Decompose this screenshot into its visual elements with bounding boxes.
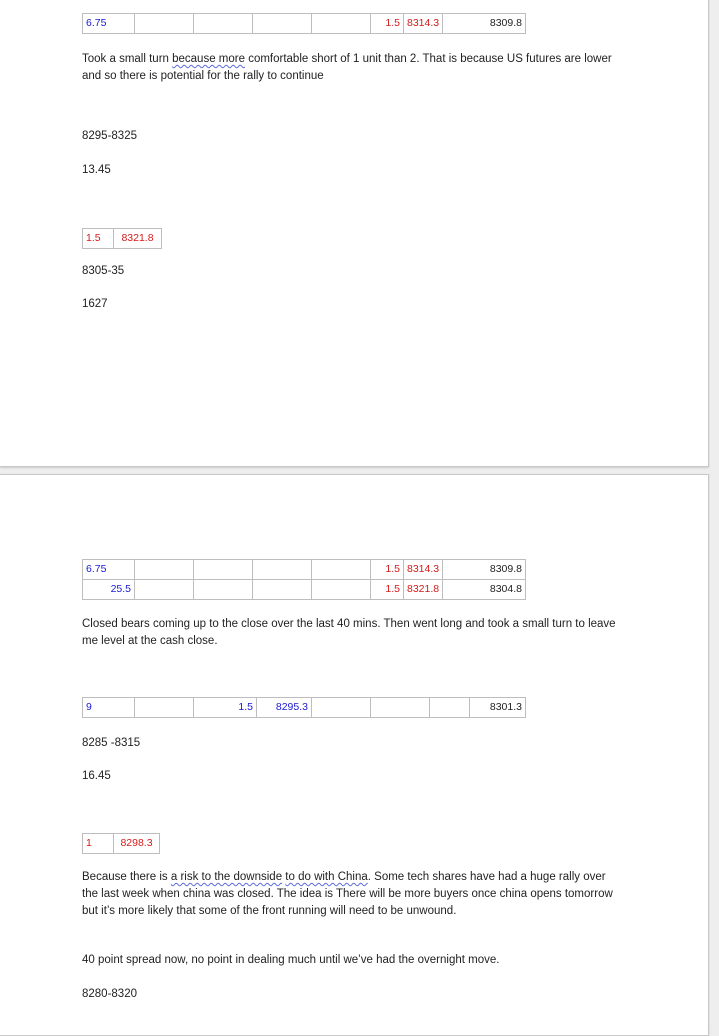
text-run: Because there is [82, 871, 171, 883]
table-row [83, 14, 526, 34]
spellcheck-underlined-text: to do with China [285, 871, 368, 883]
trade-table-1 [82, 13, 526, 34]
table-cell [135, 698, 194, 718]
table-row [83, 560, 526, 580]
table-cell: 8309.8 [443, 14, 526, 34]
table-cell [194, 560, 253, 580]
time-entry-3: 16.45 [82, 770, 111, 782]
table-cell [135, 560, 194, 580]
table-row [83, 229, 162, 249]
trade-table-2 [82, 559, 526, 600]
table-cell: 1.5 [194, 698, 257, 718]
paragraph-note-4: 40 point spread now, no point in dealing much until we’ve had the overnight move. [82, 954, 500, 966]
price-range-4: 8280-8320 [82, 988, 137, 1000]
table-cell: 1.5 [83, 229, 114, 249]
table-cell: 8304.8 [443, 580, 526, 600]
spellcheck-underlined-text: because more [172, 53, 245, 65]
price-range-2: 8305-35 [82, 265, 125, 277]
table-cell: 6.75 [83, 14, 135, 34]
time-entry-2: 1627 [82, 298, 108, 310]
table-cell: 1.5 [371, 14, 404, 34]
text-run: . Some tech shares have had a huge rally over the last week when china was closed. The idea is There will be more buyers once china opens tomorrow but it’s more likely that some of the front running will need to be unwound. [82, 871, 613, 917]
table-cell: 8298.3 [114, 834, 160, 854]
table-row [83, 834, 160, 854]
table-cell [135, 580, 194, 600]
paragraph-note-3 [82, 869, 622, 920]
vertical-scrollbar[interactable] [710, 0, 719, 1023]
table-cell [135, 14, 194, 34]
table-cell: 8301.3 [470, 698, 526, 718]
table-cell: 8314.3 [404, 14, 443, 34]
price-range-1: 8295-8325 [82, 130, 137, 142]
spellcheck-underlined-text: a risk to the downside [170, 871, 283, 883]
paragraph-note-2: Closed bears coming up to the close over the last 40 mins. Then went long and took a small turn to leave me level at the cash close. [82, 618, 616, 647]
table-cell: 8321.8 [114, 229, 162, 249]
table-cell [253, 580, 312, 600]
table-cell: 1 [83, 834, 114, 854]
document-page-1 [0, 0, 709, 467]
table-cell [312, 14, 371, 34]
text-run: Took a small turn [82, 53, 173, 65]
table-cell: 8321.8 [404, 580, 443, 600]
table-cell: 1.5 [371, 560, 404, 580]
paragraph-note-1 [82, 51, 622, 85]
table-cell: 25.5 [83, 580, 135, 600]
table-cell [194, 580, 253, 600]
table-cell [253, 560, 312, 580]
table-cell [312, 560, 371, 580]
table-cell [371, 698, 430, 718]
table-row [83, 698, 526, 718]
document-page-2 [0, 474, 709, 1036]
small-trade-table-2 [82, 833, 160, 854]
text-run: comfortable short of 1 unit than 2. That is because US futures are lower and so there is potential for the rally to continue [82, 53, 612, 82]
table-cell: 1.5 [371, 580, 404, 600]
table-row [83, 580, 526, 600]
time-entry-1: 13.45 [82, 164, 111, 176]
table-cell: 9 [83, 698, 135, 718]
table-cell: 8314.3 [404, 560, 443, 580]
trade-table-3 [82, 697, 526, 718]
table-cell: 8309.8 [443, 560, 526, 580]
price-range-3: 8285 -8315 [82, 737, 141, 749]
table-cell [430, 698, 470, 718]
table-cell [253, 14, 312, 34]
table-cell [194, 14, 253, 34]
table-cell [312, 698, 371, 718]
table-cell: 8295.3 [257, 698, 312, 718]
table-cell [312, 580, 371, 600]
small-trade-table-1 [82, 228, 162, 249]
table-cell: 6.75 [83, 560, 135, 580]
